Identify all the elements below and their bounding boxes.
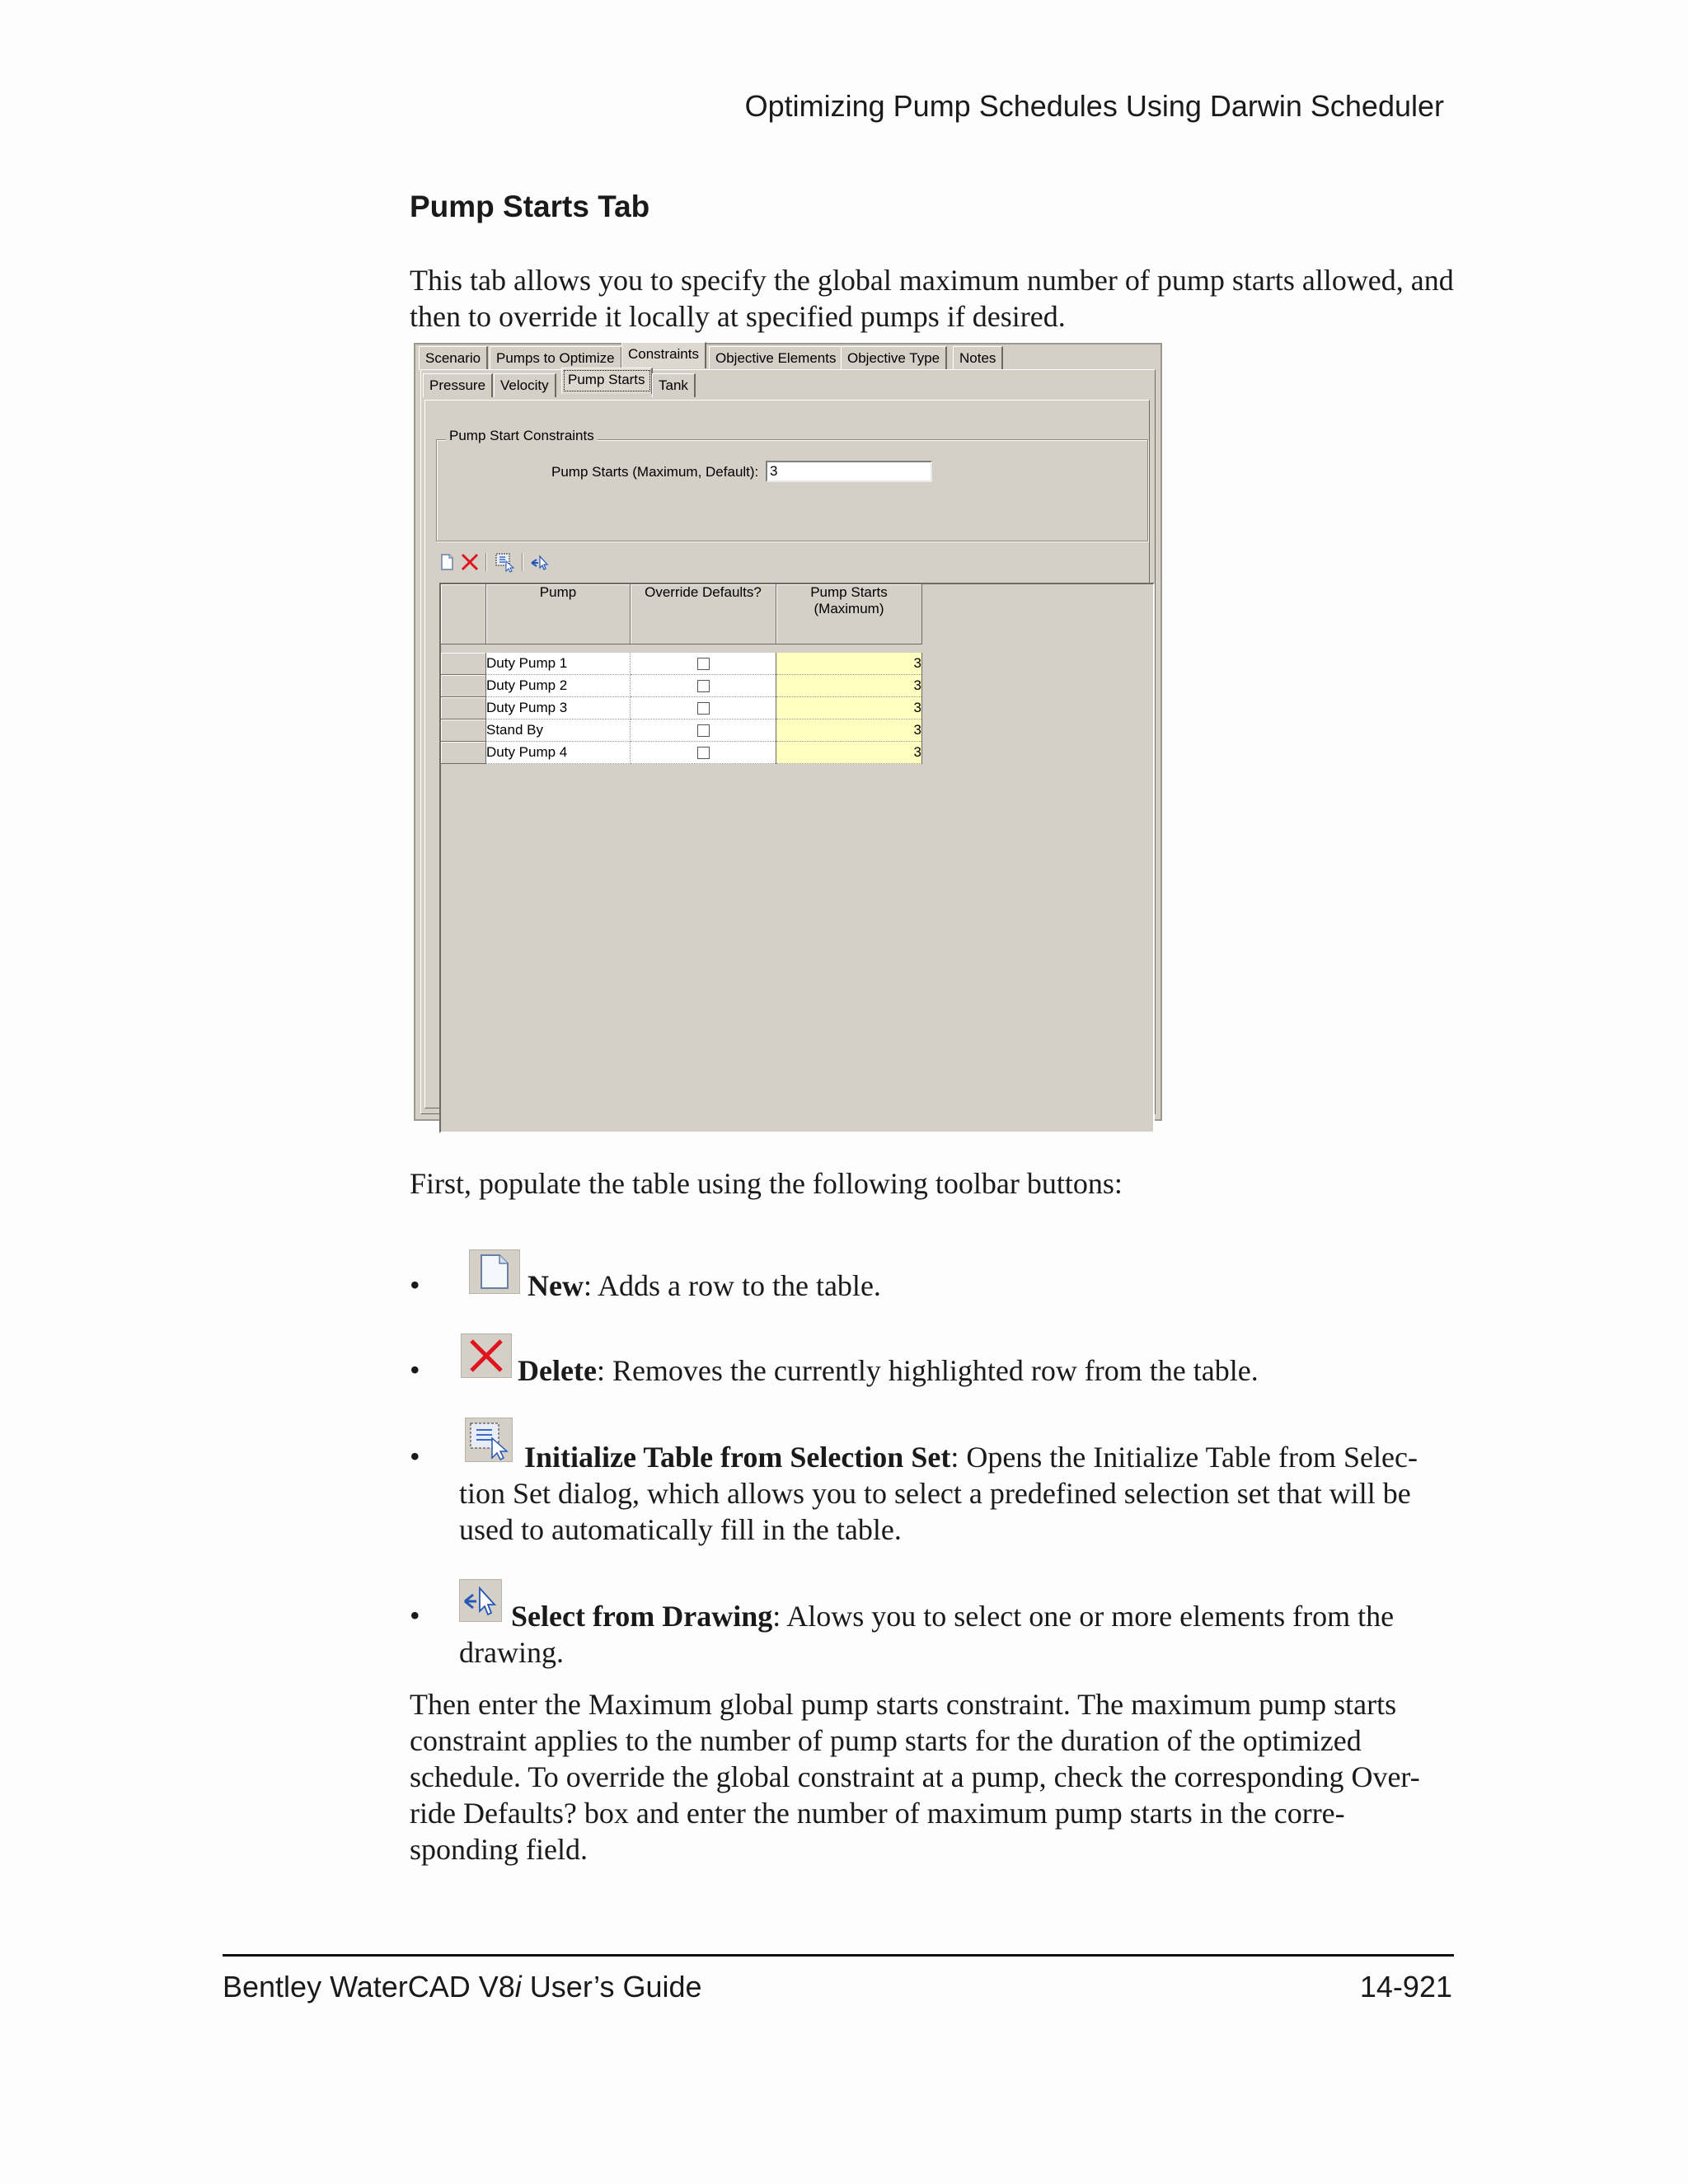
initialize-from-selection-icon — [465, 1418, 513, 1462]
row-header-corner — [441, 584, 486, 644]
tab-notes[interactable]: Notes — [953, 346, 1003, 370]
group-title: Pump Start Constraints — [446, 428, 598, 444]
new-icon — [469, 1249, 520, 1294]
tab-pumps-to-optimize[interactable]: Pumps to Optimize — [490, 346, 622, 370]
bullet-select-drawing: Select from Drawing: Alows you to select one or more elements from the — [511, 1600, 1395, 1633]
pump-starts-table — [439, 583, 1155, 1133]
pump-starts-cell[interactable]: 3 — [776, 742, 922, 764]
pump-start-constraints-group — [436, 439, 1148, 541]
pump-starts-cell[interactable]: 3 — [776, 719, 922, 742]
pump-cell[interactable]: Stand By — [486, 719, 631, 742]
tab-objective-type[interactable]: Objective Type — [841, 346, 947, 370]
override-cell[interactable] — [631, 653, 776, 675]
subtab-velocity[interactable]: Velocity — [494, 373, 556, 397]
closing-paragraph: Then enter the Maximum global pump starts constraint. The maximum pump starts constraint applies to the number of pump starts for the duration of the optimized schedule. To override the global constraint at a pump, check the corresponding Over- ride Defaults? box and enter the number of maximum pump starts in the corre- sponding field. — [410, 1688, 1420, 1866]
column-header-override[interactable]: Override Defaults? — [631, 584, 776, 644]
subtab-tank[interactable]: Tank — [652, 373, 696, 397]
table-row[interactable] — [441, 719, 922, 742]
footer-title: Bentley WaterCAD V8i User’s Guide — [223, 1970, 702, 2004]
delete-icon — [461, 1333, 512, 1378]
bullet-marker: • — [410, 1268, 420, 1301]
pump-starts-cell[interactable]: 3 — [776, 675, 922, 697]
section-title: Pump Starts Tab — [410, 190, 650, 223]
table-row[interactable] — [441, 675, 922, 697]
bullet-initialize-cont: tion Set dialog, which allows you to select a predefined selection set that will be — [459, 1477, 1411, 1510]
default-max-label: Pump Starts (Maximum, Default): — [551, 464, 759, 480]
column-header-pump-starts[interactable]: Pump Starts (Maximum) — [776, 584, 922, 644]
subtab-pump-starts[interactable]: Pump Starts — [561, 368, 653, 394]
pump-cell[interactable]: Duty Pump 2 — [486, 675, 631, 697]
intro-paragraph: This tab allows you to specify the global maximum number of pump starts allowed, and then to override it locally at specified pumps if desired. — [410, 264, 1454, 333]
column-header-pump[interactable]: Pump — [486, 584, 631, 644]
bullet-delete: Delete: Removes the currently highlighted row from the table. — [518, 1354, 1259, 1387]
override-checkbox[interactable] — [697, 747, 710, 759]
override-cell[interactable] — [631, 719, 776, 742]
pump-starts-cell[interactable]: 3 — [776, 653, 922, 675]
row-header[interactable] — [441, 719, 486, 742]
table-row[interactable] — [441, 697, 922, 719]
override-checkbox[interactable] — [697, 680, 710, 692]
bullet-new: New: Adds a row to the table. — [528, 1269, 881, 1302]
select-from-drawing-icon[interactable] — [530, 551, 551, 573]
initialize-from-selection-icon[interactable] — [494, 551, 515, 573]
pump-cell[interactable]: Duty Pump 3 — [486, 697, 631, 719]
override-cell[interactable] — [631, 742, 776, 764]
page-number: 14-921 — [1359, 1970, 1452, 2004]
pump-cell[interactable]: Duty Pump 4 — [486, 742, 631, 764]
override-checkbox[interactable] — [697, 702, 710, 715]
table-row[interactable] — [441, 653, 922, 675]
subtab-pressure[interactable]: Pressure — [423, 373, 493, 397]
new-icon[interactable] — [436, 551, 457, 573]
row-header[interactable] — [441, 653, 486, 675]
pump-cell[interactable]: Duty Pump 1 — [486, 653, 631, 675]
pump-starts-cell[interactable]: 3 — [776, 697, 922, 719]
tab-constraints[interactable]: Constraints — [621, 342, 706, 368]
delete-icon[interactable] — [459, 551, 481, 573]
running-header: Optimizing Pump Schedules Using Darwin Scheduler — [744, 89, 1444, 123]
optimization-dialog — [414, 343, 1162, 1121]
bullet-marker: • — [410, 1440, 420, 1473]
bullet-initialize: Initialize Table from Selection Set: Opens the Initialize Table from Selec- — [524, 1441, 1418, 1474]
row-header[interactable] — [441, 742, 486, 764]
select-from-drawing-icon — [459, 1579, 502, 1622]
bullet-select-drawing-cont: drawing. — [459, 1636, 564, 1669]
populate-paragraph: First, populate the table using the following toolbar buttons: — [410, 1167, 1123, 1200]
override-checkbox[interactable] — [697, 658, 710, 670]
row-header[interactable] — [441, 675, 486, 697]
bullet-marker: • — [410, 1353, 420, 1386]
tab-scenario[interactable]: Scenario — [419, 346, 488, 370]
default-max-input[interactable]: 3 — [766, 461, 932, 482]
bullet-initialize-cont: used to automatically fill in the table. — [459, 1513, 902, 1546]
bullet-marker: • — [410, 1599, 420, 1632]
override-checkbox[interactable] — [697, 724, 710, 737]
override-cell[interactable] — [631, 697, 776, 719]
row-header[interactable] — [441, 697, 486, 719]
table-row[interactable] — [441, 742, 922, 764]
tab-objective-elements[interactable]: Objective Elements — [709, 346, 843, 370]
constraints-panel — [420, 369, 1156, 1114]
override-cell[interactable] — [631, 675, 776, 697]
footer-rule — [223, 1954, 1454, 1957]
